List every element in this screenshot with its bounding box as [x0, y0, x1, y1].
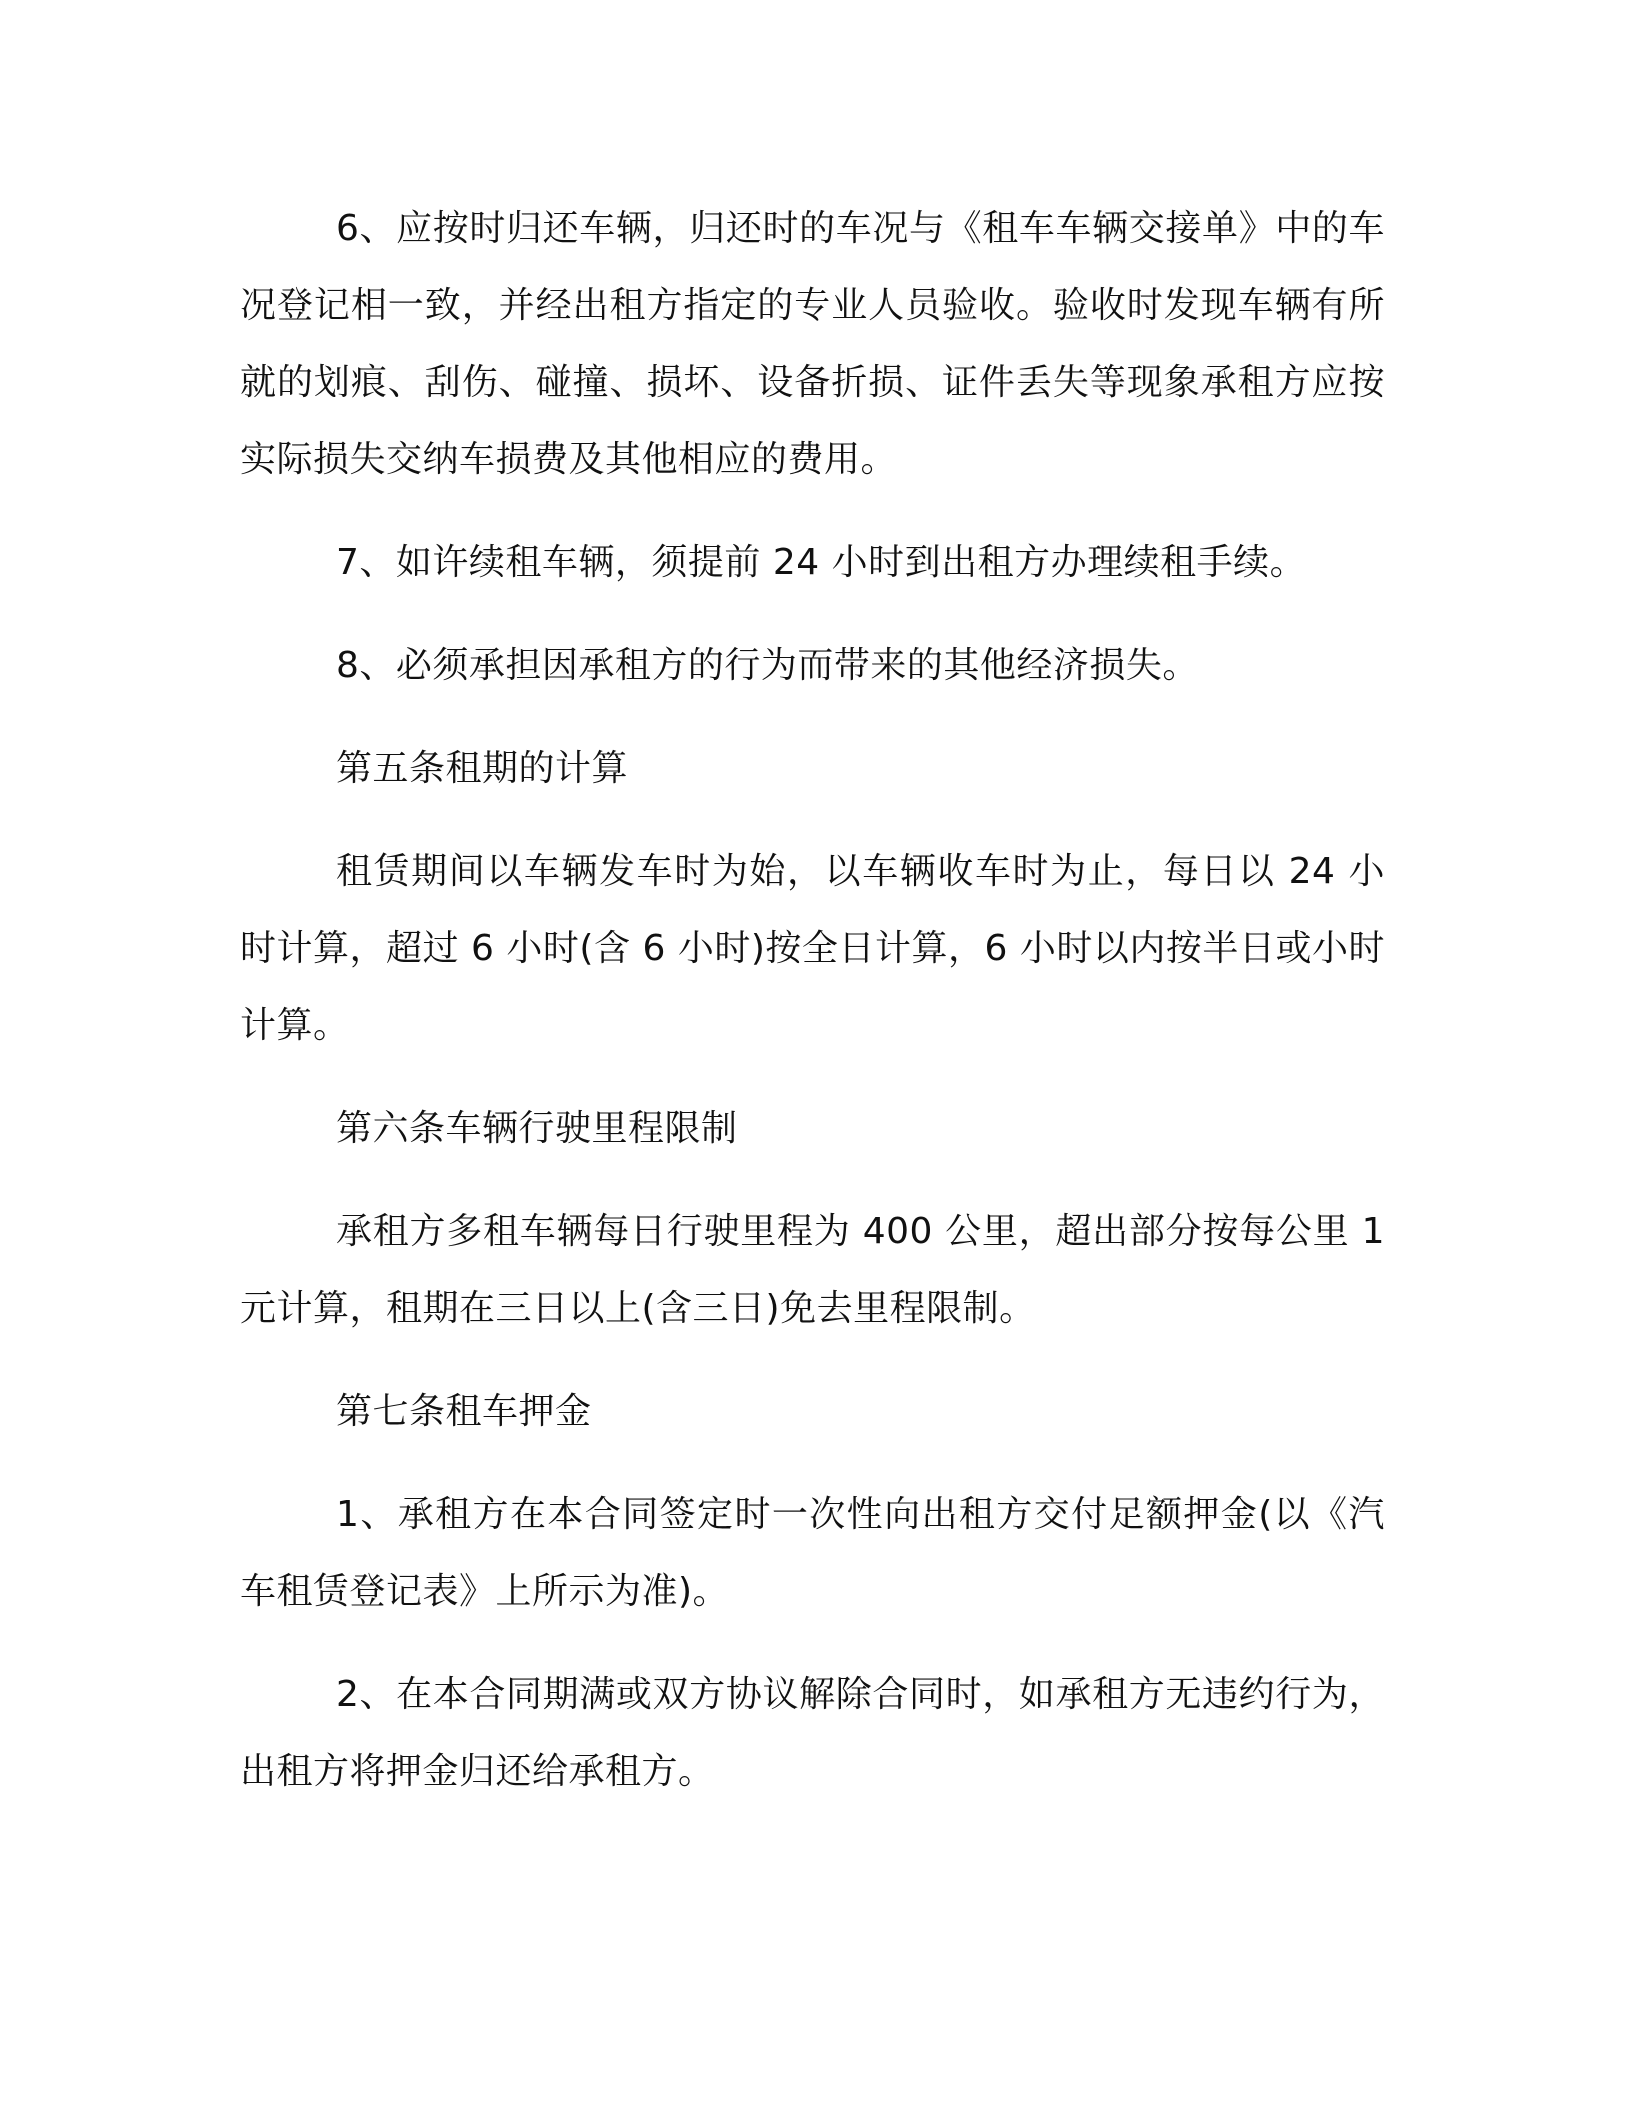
document-body — [240, 190, 1385, 1810]
clause-7-renewal: 7、如许续租车辆，须提前 24 小时到出租方办理续租手续。 — [336, 542, 1307, 583]
article-5-heading: 第五条租期的计算 — [336, 748, 629, 789]
article-5-body: 租赁期间以车辆发车时为始，以车辆收车时为止，每日以 24 小时计算，超过 6 小时(含 6 小时)按全日计算，6 小时以内按半日或小时计算。 — [240, 851, 1385, 1046]
article-6-body: 承租方多租车辆每日行驶里程为 400 公里，超出部分按每公里 1 元计算，租期在三日以上(含三日)免去里程限制。 — [240, 1211, 1385, 1329]
article-6-heading: 第六条车辆行驶里程限制 — [336, 1108, 738, 1149]
article-7-item-2: 2、在本合同期满或双方协议解除合同时，如承租方无违约行为，出租方将押金归还给承租方。 — [240, 1674, 1385, 1792]
clause-8-losses: 8、必须承担因承租方的行为而带来的其他经济损失。 — [336, 645, 1199, 686]
article-7-item-1: 1、承租方在本合同签定时一次性向出租方交付足额押金(以《汽车租赁登记表》上所示为准)。 — [240, 1494, 1385, 1612]
article-7-heading: 第七条租车押金 — [336, 1391, 592, 1432]
clause-6-return-vehicle: 6、应按时归还车辆，归还时的车况与《租车车辆交接单》中的车况登记相一致，并经出租方指定的专业人员验收。验收时发现车辆有所就的划痕、刮伤、碰撞、损坏、设备折损、证件丢失等现象承租方应按实际损失交纳车损费及其他相应的费用。 — [240, 208, 1385, 480]
